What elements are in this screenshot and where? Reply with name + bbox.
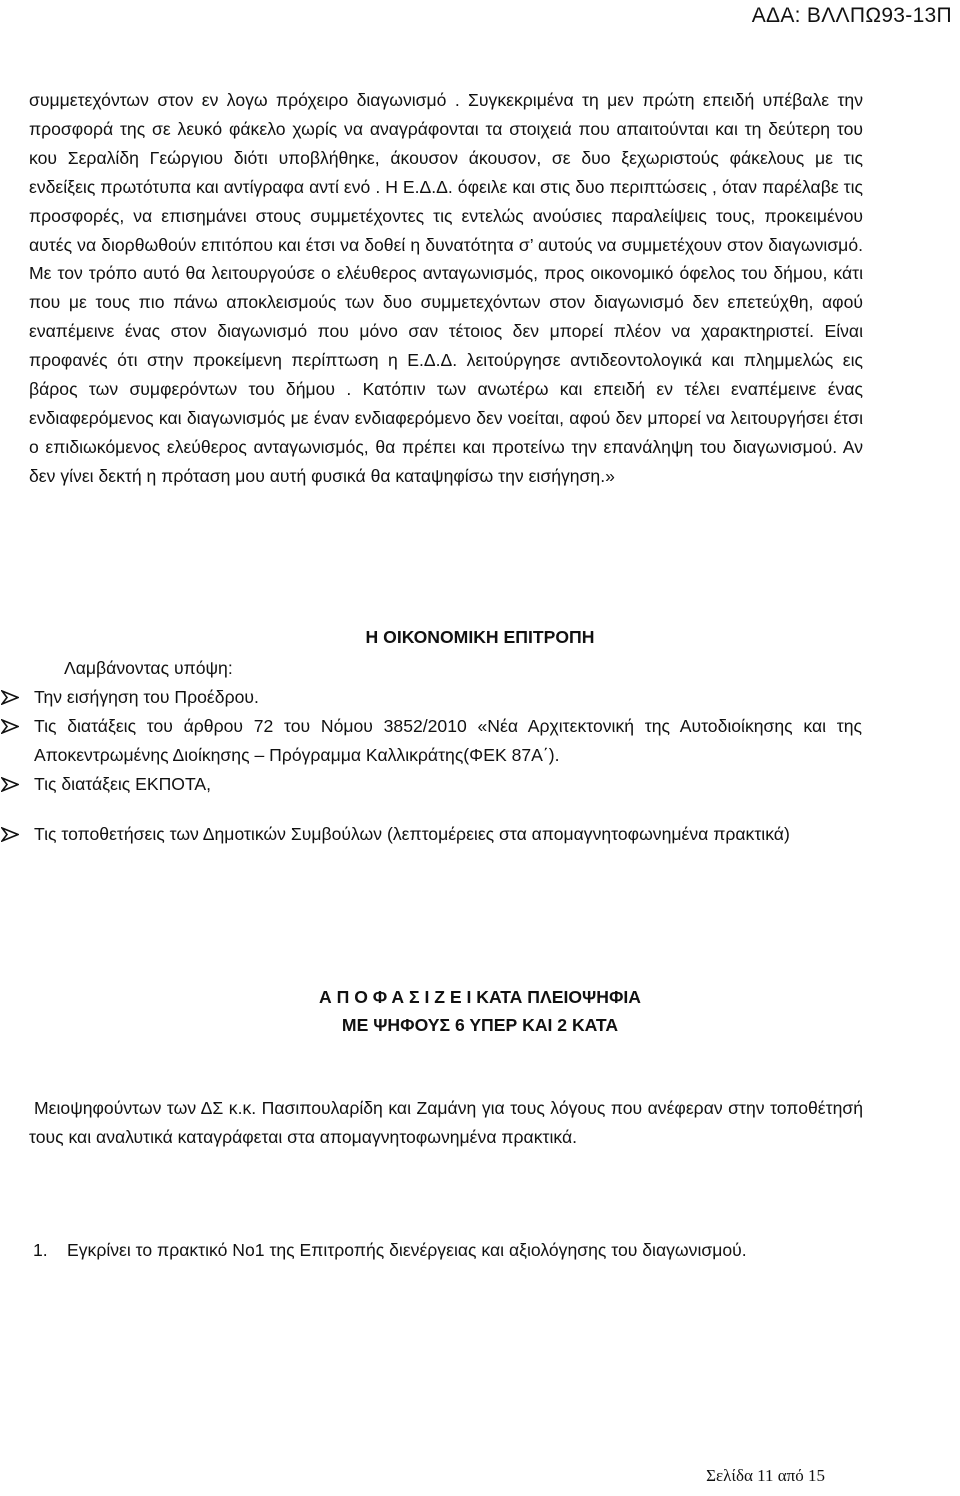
bullet-text: Την εισήγηση του Προέδρου. — [34, 687, 259, 707]
arrow-bullet-icon — [1, 719, 19, 734]
bullet-item — [0, 712, 862, 770]
decision-item-number: 1. — [33, 1240, 48, 1260]
considering-label: Λαμβάνοντας υπόψη: — [64, 658, 233, 678]
decision-item-text: Εγκρίνει το πρακτικό Νο1 της Επιτροπής διενέργειας και αξιολόγησης του διαγωνισμού. — [67, 1240, 747, 1260]
body-paragraph-text: συμμετεχόντων στον εν λογω πρόχειρο διαγωνισμό . Συγκεκριμένα τη μεν πρώτη επειδή υπέβαλε την προσφορά της σε λευκό φάκελο χωρίς να αναγράφονται τα στοιχειά που απαιτούνται και τη δεύτερη του κου Σεραλίδη Γεώργιου διότι υποβλήθηκε, άκουσον άκουσον, σε δυο ξεχωριστούς φάκελους με τις ενδείξεις πρωτότυπα και αντίγραφα αντί ενό . Η Ε.Δ.Δ. όφειλε και στις δυο περιπτώσεις , όταν παρέλαβε τις προσφορές, να επισημάνει στους συμμετέχοντες τις εντελώς ανούσιες παραλείψεις τους, προκειμένου αυτές να διορθωθούν επιτόπου και έτσι να δοθεί η δυνατότητα σ’ αυτούς να συμμετέχουν στον διαγωνισμό. Με τον τρόπο αυτό θα λειτουργούσε ο ελέυθερος ανταγωνισμός, προς οικονομικό όφελος του δήμου, κάτι που με τους πιο πάνω αποκλεισμούς των δυο συμμετεχόντων στον διαγωνισμό δεν επετεύχθη, αφού εναπέμεινε ένας στον διαγωνισμό που μόνο σαν τέτοιος δεν μπορεί πλέον να χαρακτηριστεί. Είναι προφανές ότι στην προκείμενη περίπτωση η Ε.Δ.Δ. λειτούργησε αντιδεοντολογικά και πλημμελώς εις βάρος των συμφερόντων του δήμου . Κατόπιν των ανωτέρω και επειδή εν τέλει εναπέμεινε ένας ενδιαφερόμενος και διαγωνισμός με έναν ενδιαφερόμενο δεν νοείται, αφού δεν μπορεί να λειτουργήσει έτσι ο επιδιωκόμενος ελεύθερος ανταγωνισμός, θα πρέπει και προτείνω την επανάληψη του διαγωνισμού. Αν δεν γίνει δεκτή η πρόταση μου αυτή φυσικά θα καταψηφίσω την εισήγηση.» — [29, 90, 863, 486]
bullet-text: Τις τοποθετήσεις των Δημοτικών Συμβούλων (λεπτομέρειες στα απομαγνητοφωνημένα πρακτικά) — [34, 823, 790, 844]
minority-note: Μειοψηφούντων των ΔΣ κ.κ. Πασιπουλαρίδη και Ζαμάνη για τους λόγους που ανέφεραν στην τοποθέτησή τους και αναλυτικά καταγράφεται στα απομαγνητοφωνημένα πρακτικά. — [29, 1098, 863, 1147]
ada-code: ΑΔΑ: ΒΛΛΠΩ93-13Π — [751, 4, 952, 27]
bullet-item — [0, 683, 862, 712]
decision-line-1: Α Π Ο Φ Α Σ Ι Ζ Ε Ι ΚΑΤΑ ΠΛΕΙΟΨΗΦΙΑ — [319, 987, 641, 1007]
committee-title: Η ΟΙΚΟΝΟΜΙΚΗ ΕΠΙΤΡΟΠΗ — [365, 627, 595, 647]
arrow-bullet-icon — [1, 777, 19, 792]
bullet-item — [0, 820, 862, 849]
decision-line-2: ΜΕ ΨΗΦΟΥΣ 6 ΥΠΕΡ ΚΑΙ 2 ΚΑΤΑ — [341, 1015, 619, 1035]
page-number: Σελίδα 11 από 15 — [706, 1466, 825, 1485]
bullet-text: Τις διατάξεις του άρθρου 72 του Νόμου 3852/2010 «Νέα Αρχιτεκτονική της Αυτοδιοίκησης και της Αποκεντρωμένης Διοίκησης – Πρόγραμμα Καλλικράτης(ΦΕΚ 87Α΄). — [34, 715, 862, 765]
bullet-list — [0, 683, 862, 849]
body-paragraph — [29, 86, 863, 491]
arrow-bullet-icon — [1, 827, 19, 842]
bullet-text: Τις διατάξεις ΕΚΠΟΤΑ, — [34, 773, 212, 794]
decision-item — [33, 1236, 861, 1265]
bullet-item — [0, 770, 862, 799]
arrow-bullet-icon — [1, 690, 19, 705]
